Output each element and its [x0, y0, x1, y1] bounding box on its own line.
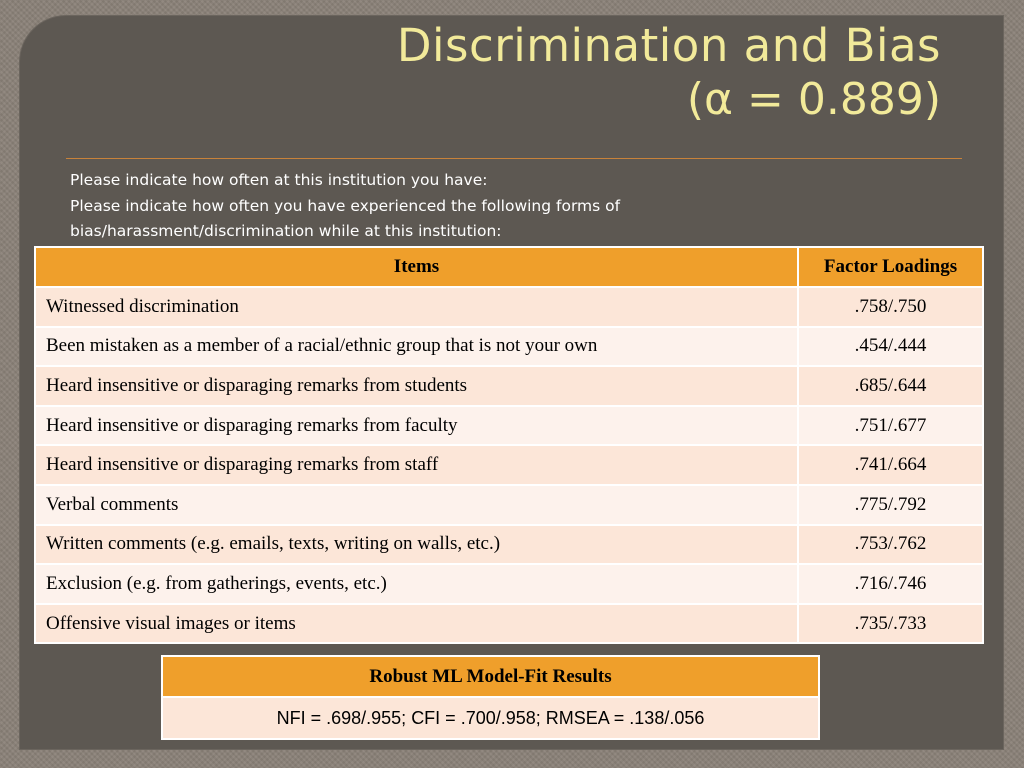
loading-cell: .758/.750 [798, 287, 983, 327]
loading-cell: .735/.733 [798, 604, 983, 644]
item-cell: Been mistaken as a member of a racial/ethnic group that is not your own [35, 327, 798, 367]
prompt-line-2: Please indicate how often you have experienced the following forms of [70, 196, 621, 215]
model-fit-header: Robust ML Model-Fit Results [162, 656, 819, 697]
item-cell: Witnessed discrimination [35, 287, 798, 327]
table-row [35, 445, 983, 485]
loading-cell: .454/.444 [798, 327, 983, 367]
prompt-line-3: bias/harassment/discrimination while at this institution: [70, 222, 502, 240]
prompt-line-1: Please indicate how often at this institution you have: [70, 171, 488, 189]
survey-prompts [70, 168, 770, 245]
title-line-1: Discrimination and Bias [396, 19, 941, 72]
title-line-2: (α = 0.889) [686, 74, 941, 125]
table-row [35, 366, 983, 406]
loading-cell: .751/.677 [798, 406, 983, 446]
table-row [35, 287, 983, 327]
table-row [35, 327, 983, 367]
item-cell: Heard insensitive or disparaging remarks from students [35, 366, 798, 406]
loading-cell: .753/.762 [798, 525, 983, 565]
model-fit-table [161, 655, 820, 740]
slide-title [41, 19, 941, 125]
items-column-header: Items [35, 247, 798, 287]
table-row [35, 485, 983, 525]
loadings-column-header: Factor Loadings [798, 247, 983, 287]
loading-cell: .775/.792 [798, 485, 983, 525]
table-row [35, 604, 983, 644]
loading-cell: .716/.746 [798, 564, 983, 604]
table-header-row [35, 247, 983, 287]
table-row [35, 406, 983, 446]
model-fit-values: NFI = .698/.955; CFI = .700/.958; RMSEA = .138/.056 [162, 697, 819, 739]
item-cell: Verbal comments [35, 485, 798, 525]
item-cell: Heard insensitive or disparaging remarks from staff [35, 445, 798, 485]
table-row [35, 525, 983, 565]
title-divider [66, 158, 962, 159]
item-cell: Offensive visual images or items [35, 604, 798, 644]
item-cell: Written comments (e.g. emails, texts, writing on walls, etc.) [35, 525, 798, 565]
loading-cell: .741/.664 [798, 445, 983, 485]
item-cell: Heard insensitive or disparaging remarks from faculty [35, 406, 798, 446]
item-cell: Exclusion (e.g. from gatherings, events, etc.) [35, 564, 798, 604]
table-row [35, 564, 983, 604]
loading-cell: .685/.644 [798, 366, 983, 406]
factor-loadings-table [34, 246, 984, 644]
